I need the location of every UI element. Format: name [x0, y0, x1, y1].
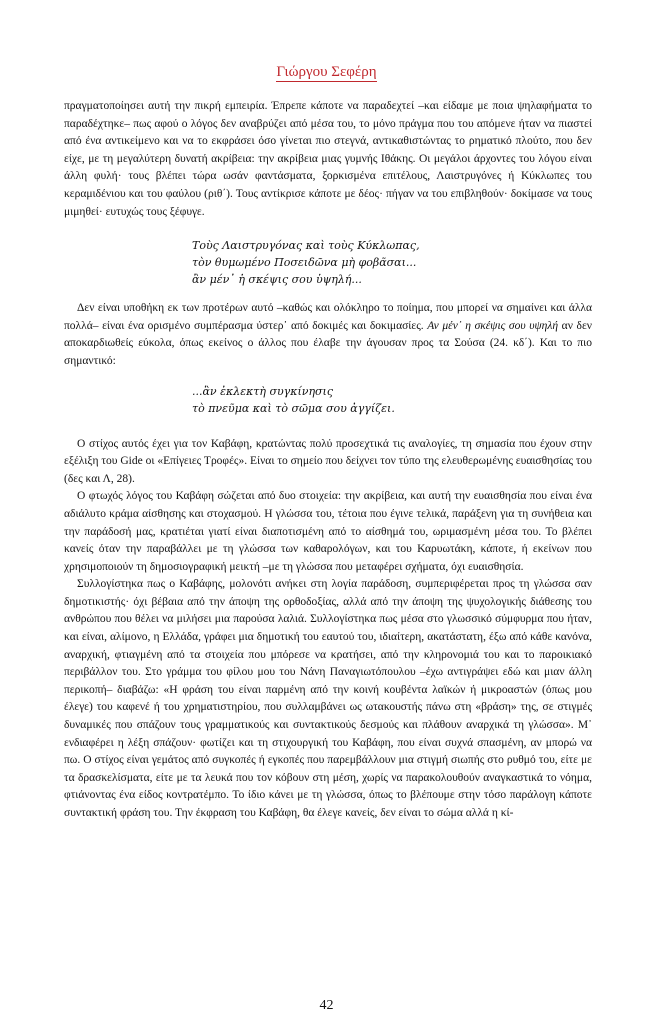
verse-line: τὸ πνεῦμα καὶ τὸ σῶμα σου ἀγγίζει. — [192, 401, 395, 415]
header-title: Γιώργου Σεφέρη — [276, 64, 377, 80]
verse-line: ...ἂν ἐκλεκτὴ συγκίνησις — [192, 384, 334, 398]
verse-quote-2 — [64, 383, 592, 417]
page-number: 42 — [319, 998, 334, 1013]
paragraph-3: Ο στίχος αυτός έχει για τον Καβάφη, κρατώντας πολύ προσεχτικά τις αναλογίες, τη σημασία που έχουν στην εξέλιξη του Gide οι «Επίγειες Τροφές». Είναι το σημείο που δείχνει τον τύπο της ελευθερωμένης ευαισθησίας του (δες και Λ, 28). — [64, 437, 592, 485]
paragraph-2-text: Δεν είναι υποθήκη εκ των προτέρων αυτό –καθώς και ολόκληρο το ποίημα, που μπορεί να σημαίνει και άλλα πολλά– είναι ένα ορισμένο συμπέρασμα ύστερ᾽ από δοκιμές και δοκιμασίες. — [64, 302, 592, 332]
paragraph-1: πραγματοποίησει αυτή την πικρή εμπειρία. Έπρεπε κάποτε να παραδεχτεί –και είδαμε με ποια ψηλαφήματα το παραδέχτηκε– πως αφού ο λόγος δεν αναβρύζει από μέσα του, το μόνο πράγμα που του απόμενε ήταν να πιαστεί από ένα αντικείμενο και να το εκφράσει όσο γίνεται πιο στεγνά, αντικαθιστώντας το ρηματικό πλούτο, που δεν είχε, με τη μεγαλύτερη δυνατή ακρίβεια: την ακρίβεια μιας γυμνής Ιθάκης. Οι μεγάλοι άρχοντες του λόγου είναι άλλη φυλή· τους βλέπει τώρα ωσάν φαντάσματα, ξορκισμένα επιτέλους, Λαιστρυγόνες ή Κύκλωπες του κεραμιδένιου και του φαύλου (ριθ΄). Τους αντίκρισε κάποτε με δέος· πήγαν να του επιβληθούν· δοκίμασε να τους μιμηθεί· ευτυχώς τους ξέφυγε. — [64, 100, 592, 218]
paragraph-2 — [64, 300, 592, 370]
paragraph-2-tail: αν δεν αποκαρδιωθείς εύκολα, όπως εκείνος ο άλλος που έλαβε την άγουσαν προς τα Σούσα (24. κδ΄). Και το πιο σημαντικό: — [64, 319, 592, 367]
verse-line: Τοὺς Λαιστρυγόνας καὶ τοὺς Κύκλωπας, — [192, 239, 420, 253]
verse-quote-1 — [64, 237, 592, 288]
paragraph-5: Συλλογίστηκα πως ο Καβάφης, μολονότι ανήκει στη λογία παράδοση, συμπεριφέρεται προς τη γλώσσα σαν δημοτικιστής· όχι βέβαια από την άποψη της ορθοδοξίας, αλλά από την άποψη της ψυχολογικής διάθεσης του ανθρώπου που θέλει να μιλήσει μια παρούσα λαλιά. Συλλογίστηκα πως μέσα στο γλωσσικό σύμφυρμα που ήταν, και είναι, αλίμονο, η Ελλάδα, γράφει μια δημοτική του εαυτού του, ιδιαίτερη, ακατάστατη, έξω από κάθε κανόνα, αναρχική, φτιαγμένη από τα στοιχεία που μπόρεσε να κρατήσει, από την κληρονομιά του και το παροικιακό περιβάλλον του. Στο γράμμα του φίλου μου του Νάνη Παναγιωτόπουλου –έχω αντιγράψει εδώ και μιαν άλλη περικοπή– διαβάζω: «Η φράση του είναι παρμένη από την κοινή κουβέντα λαϊκών ή μικροαστών (όπως μου έλεγε) του καφενέ ή του χρηματιστηρίου, που συλλαμβάνει ως ωτακουστής πάνω στη «βράση» της, σε στιγμές δυναμικές που σπάζουν τους γραμματικούς και συντακτικούς δεσμούς και πλάθουν αναρχικά τη γλώσσα». Μ᾽ ενδιαφέρει η λέξη σπάζουν· φωτίζει και τη στιχουργική του Καβάφη, που είναι συχνά σπασμένη, αν μπορώ να πω. Ο στίχος είναι γεμάτος από συγκοπές ή εγκοπές που παρεμβάλλουν μια στιγμή σιωπής στο ρυθμό του, είτε με τα δρασκελίσματα, είτε με τα λευκά που τον κόβουν στη μέση, χωρίς να παρακολουθούν αναγκαστικά το νόημα, φτιάνοντας ένα είδος κοντρατέμπο. Το ίδιο κάνει με τη γλώσσα, όπως το βλέπουμε στην τόσο παράλογη κάποτε συντακτική φράση του. Την έκφραση του Καβάφη, θα έλεγε κανείς, δεν είναι το σώμα αλλά η κί- — [64, 578, 592, 819]
verse-line: τὸν θυμωμένο Ποσειδῶνα μὴ φοβᾶσαι... — [192, 256, 417, 270]
inline-quote: Αν μέν᾽ η σκέψις σου υψηλή — [427, 319, 559, 332]
paragraph-4: Ο φτωχός λόγος του Καβάφη σώζεται από δυο στοιχεία: την ακρίβεια, και αυτή την ευαισθησία που είναι ένα αδιάλυτο κράμα αίσθησης και στοχασμού. Η γλώσσα του, τέτοια που έγινε τελικά, παράξενη για τη συνήθεια και την παράδοσή μας, κρατιέται γιατί είναι διαποτισμένη από το αίσθημά του, ωριμασμένη μέσα του. Το βλέπει κανείς όταν την παραβάλλει με τη γλώσσα των καθαρολόγων, και του Καρυωτάκη, κάποτε, ή εκείνων που χρησιμοποιούν τη δημοσιογραφική μεικτή –με τη γλώσσα που μεταφέρει σχήματα, όχι ευαισθησία. — [64, 490, 592, 573]
running-header — [0, 64, 653, 81]
verse-line: ἂν μέν᾽ ἡ σκέψις σου ὑψηλή... — [192, 273, 362, 287]
body-text — [64, 98, 592, 823]
